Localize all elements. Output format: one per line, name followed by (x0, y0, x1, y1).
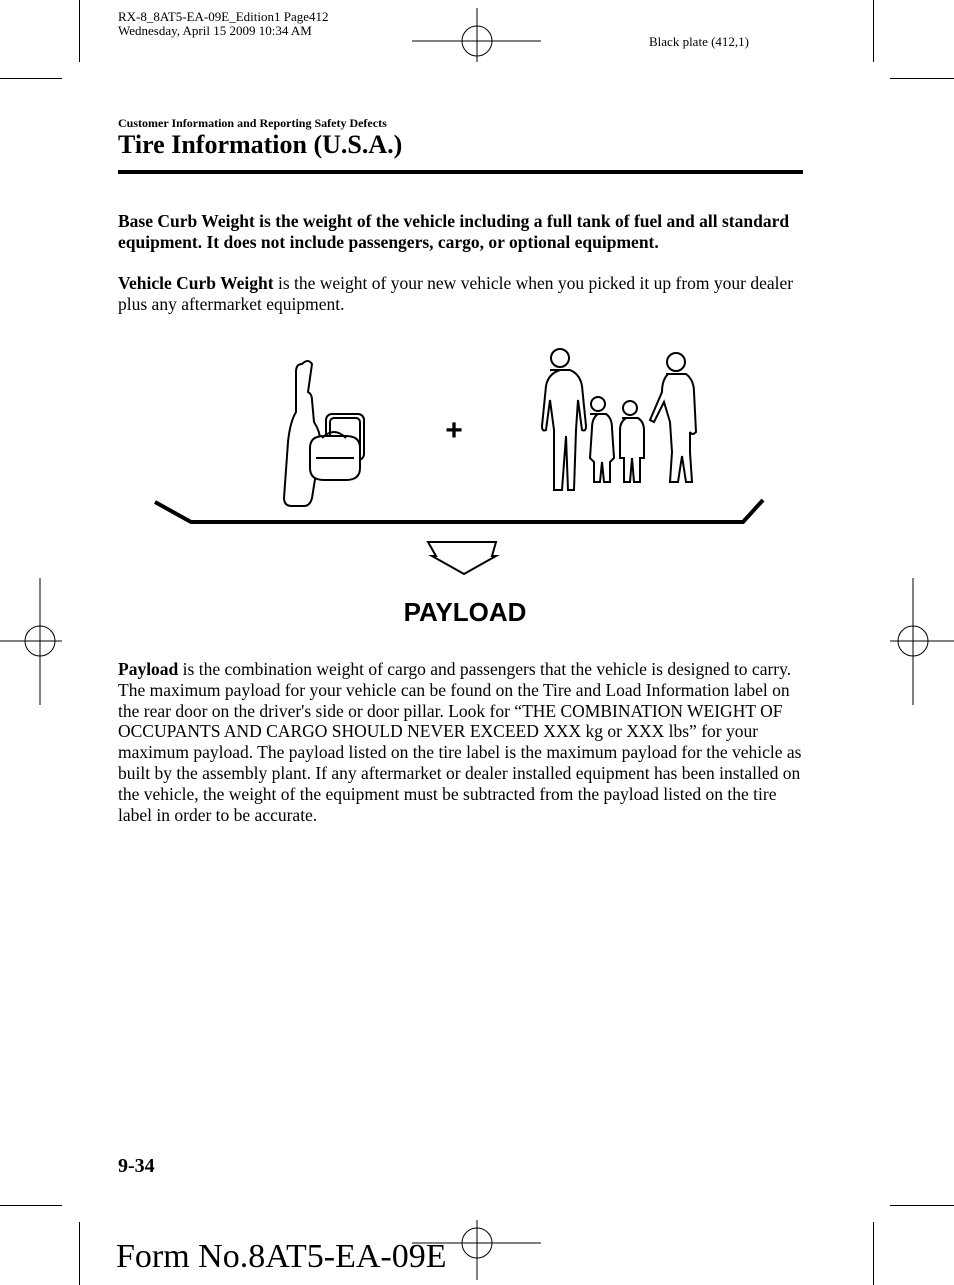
plate-label: Black plate (412,1) (649, 34, 749, 49)
page-number: 9-34 (118, 1155, 155, 1177)
plus-sign: + (445, 414, 463, 447)
print-meta-line2: Wednesday, April 15 2009 10:34 AM (118, 23, 312, 38)
payload-term: Payload (118, 659, 179, 679)
title-rule (118, 170, 803, 174)
down-arrow-icon (428, 542, 496, 574)
payload-text: is the combination weight of cargo and passengers that the vehicle is designed to carry. The maximum payload for your vehicle can be found on the Tire and Load Information label on the rear door on the driver's side or door pillar. Look for “THE COMBINATION WEIGHT OF OCCUPANTS AND CARGO SHOULD NEVER EXCEED XXX kg or XXX lbs” for your maximum payload. The payload listed on the tire label is the maximum payload for the vehicle as built by the assembly plant. If any aftermarket or dealer installed equipment has been installed on the vehicle, the weight of the equipment must be subtracted from the payload listed on the tire label in order to be accurate. (118, 659, 802, 825)
vehicle-curb-paragraph (118, 273, 808, 315)
payload-paragraph (118, 659, 808, 825)
family-silhouette-icon (542, 349, 696, 490)
vehicle-curb-term: Vehicle Curb Weight (118, 273, 274, 293)
page-title: Tire Information (U.S.A.) (118, 130, 403, 159)
print-meta-line1: RX-8_8AT5-EA-09E_Edition1 Page412 (118, 9, 329, 24)
payload-figure (140, 340, 780, 590)
luggage-icon (284, 361, 364, 506)
section-label: Customer Information and Reporting Safety Defects (118, 116, 387, 130)
payload-label: PAYLOAD (403, 597, 527, 627)
base-curb-paragraph: Base Curb Weight is the weight of the vehicle including a full tank of fuel and all standard equipment. It does not include passengers, cargo, or optional equipment. (118, 211, 790, 252)
form-number: Form No.8AT5-EA-09E (116, 1238, 447, 1275)
vehicle-curb-text: is the weight of your new vehicle when you picked it up from your dealer plus any aftermarket equipment. (118, 273, 794, 314)
bracket-line (155, 500, 763, 522)
